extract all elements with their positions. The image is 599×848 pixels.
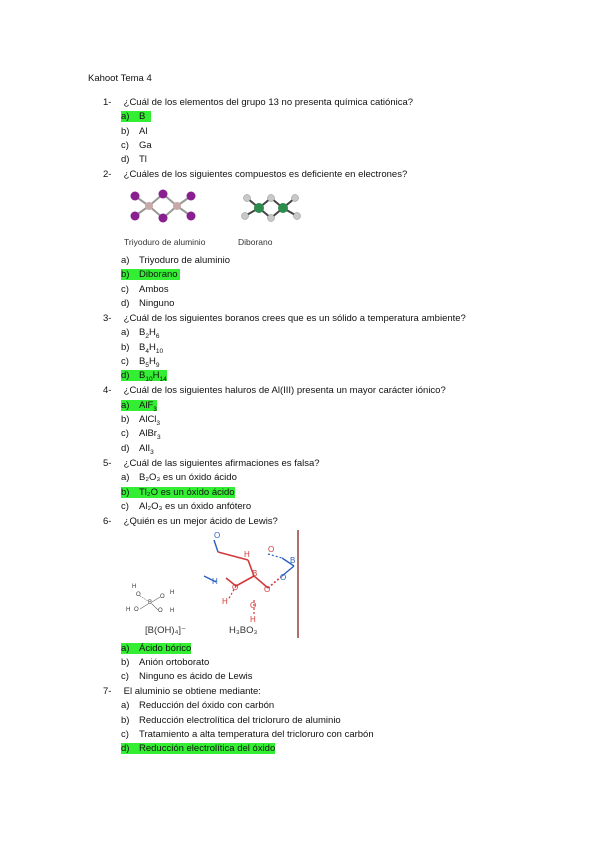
svg-text:H: H [250,615,256,624]
option-letter: a) [121,400,130,411]
svg-text:B: B [148,600,153,606]
question-6 [103,516,278,527]
option-letter: d) [121,743,130,754]
option-text: Diborano [139,269,178,280]
option-5a [121,472,237,483]
option-text: Tl [139,154,147,165]
molecules-figure-q2 [121,184,311,250]
option-7b [121,715,341,726]
option-4c: c) AlBr$_3$ [121,428,161,441]
question-text: ¿Cuál de los siguientes boranos crees que es un sólido a temperatura ambiente? [123,313,466,324]
option-letter: a) [121,472,130,483]
molecule-models-image [121,184,311,236]
question-text: ¿Cuál de las siguientes afirmaciones es falsa? [123,458,320,469]
diborane-model [242,195,301,222]
option-3c: c) $B_5H_9$ [121,356,160,369]
question-1 [103,97,413,108]
option-7d [121,743,275,754]
option-letter: c) [121,729,129,740]
option-text: Ninguno es ácido de Lewis [139,671,253,682]
caption-tetrahydroxyborate: [B(OH)₄]⁻ [145,625,187,636]
borate-figure-q6 [118,530,308,640]
option-text: Tl₂O es un óxido ácido [139,487,235,498]
option-2a [121,255,230,266]
svg-text:H: H [170,590,175,596]
option-letter: b) [121,715,130,726]
option-letter: c) [121,671,129,682]
option-4a: a) AlF$_3$ [121,400,157,413]
option-text: Ninguno [139,298,175,309]
svg-text:O: O [264,585,271,594]
svg-text:O: O [268,545,275,554]
question-4 [103,385,446,396]
option-text: B₂O₃ es un óxido ácido [139,472,237,483]
option-letter: b) [121,269,130,280]
option-text: Reducción electrolítica del tricloruro de aluminio [139,715,341,726]
option-6a [121,643,191,654]
svg-text:H: H [222,597,228,606]
aluminum-triiodide-model [131,190,196,223]
option-text: Ambos [139,284,169,295]
svg-text:O: O [158,608,163,614]
option-letter: a) [121,255,130,266]
option-letter: b) [121,487,130,498]
question-text: El aluminio se obtiene mediante: [123,686,261,697]
question-2 [103,169,407,180]
svg-text:H: H [126,607,131,613]
option-text: Tratamiento a alta temperatura del tricloruro con carbón [139,729,374,740]
question-number: 2- [103,169,112,180]
option-letter: d) [121,298,130,309]
option-text: Ácido bórico [139,643,192,654]
question-text: ¿Cuál de los siguientes haluros de Al(III) presenta un mayor carácter iónico? [123,385,446,396]
option-text: Al₂O₃ es un óxido anfótero [139,501,252,512]
option-5b [121,487,235,498]
svg-text:O: O [250,601,257,610]
option-1d [121,154,147,165]
borate-structures-image [118,530,308,640]
question-7 [103,686,261,697]
svg-text:H: H [244,550,250,559]
svg-text:H: H [170,608,175,614]
option-letter: c) [121,140,129,151]
question-text: ¿Cuáles de los siguientes compuestos es deficiente en electrones? [123,169,408,180]
option-3a: a) $B_2H_6$ [121,327,160,340]
option-4b: b) AlCl$_3$ [121,414,161,427]
option-text: Triyoduro de aluminio [139,255,230,266]
svg-text:H: H [212,577,218,586]
option-text: B [139,111,146,122]
boric-acid-network [204,530,298,638]
option-5c [121,501,251,512]
option-2d [121,298,174,309]
question-number: 1- [103,97,112,108]
option-6b [121,657,209,668]
caption-diborane: Diborano [238,237,273,247]
option-text: Reducción del óxido con carbón [139,700,275,711]
svg-text:O: O [134,607,139,613]
option-1c [121,140,152,151]
svg-text:O: O [160,594,165,600]
option-letter: a) [121,327,130,338]
option-4d: d) AlI$_3$ [121,443,154,456]
option-text: Reducción electrolítica del óxido [139,743,276,754]
option-text: Ga [139,140,152,151]
option-2c [121,284,169,295]
svg-text:B: B [290,556,296,565]
option-letter: c) [121,428,129,439]
caption-triiodide: Triyoduro de aluminio [124,237,206,247]
option-letter: b) [121,657,130,668]
document-title: Kahoot Tema 4 [88,73,152,84]
tetrahydroxyborate-structure [126,584,174,614]
question-number: 5- [103,458,112,469]
option-letter: a) [121,111,130,122]
option-letter: b) [121,126,130,137]
option-letter: d) [121,154,130,165]
option-3b: b) $B_4H_{10}$ [121,342,164,355]
question-text: ¿Quién es un mejor ácido de Lewis? [123,516,278,527]
option-letter: c) [121,356,129,367]
option-letter: b) [121,342,130,353]
option-7c [121,729,374,740]
option-letter: d) [121,370,130,381]
option-letter: d) [121,443,130,454]
option-1a [121,111,151,122]
option-7a [121,700,274,711]
question-number: 3- [103,313,112,324]
option-text: Al [139,126,148,137]
option-text: Anión ortoborato [139,657,210,668]
caption-boric-acid: H₃BO₃ [229,625,258,636]
question-number: 7- [103,686,112,697]
svg-text:O: O [214,531,221,540]
option-letter: c) [121,284,129,295]
question-number: 6- [103,516,112,527]
option-3d: d) $B_{10}H_{14}$ [121,370,167,383]
svg-text:B: B [252,569,258,578]
option-letter: a) [121,700,130,711]
option-1b [121,126,147,137]
svg-text:O: O [136,592,141,598]
option-2b [121,269,180,280]
option-letter: b) [121,414,130,425]
svg-text:H: H [132,584,137,590]
question-number: 4- [103,385,112,396]
question-text: ¿Cuál de los elementos del grupo 13 no presenta química catiónica? [123,97,414,108]
question-5 [103,458,320,469]
option-6c [121,671,253,682]
option-letter: a) [121,643,130,654]
option-letter: c) [121,501,129,512]
question-3 [103,313,466,324]
svg-text:O: O [232,583,239,592]
svg-text:O: O [280,573,287,582]
